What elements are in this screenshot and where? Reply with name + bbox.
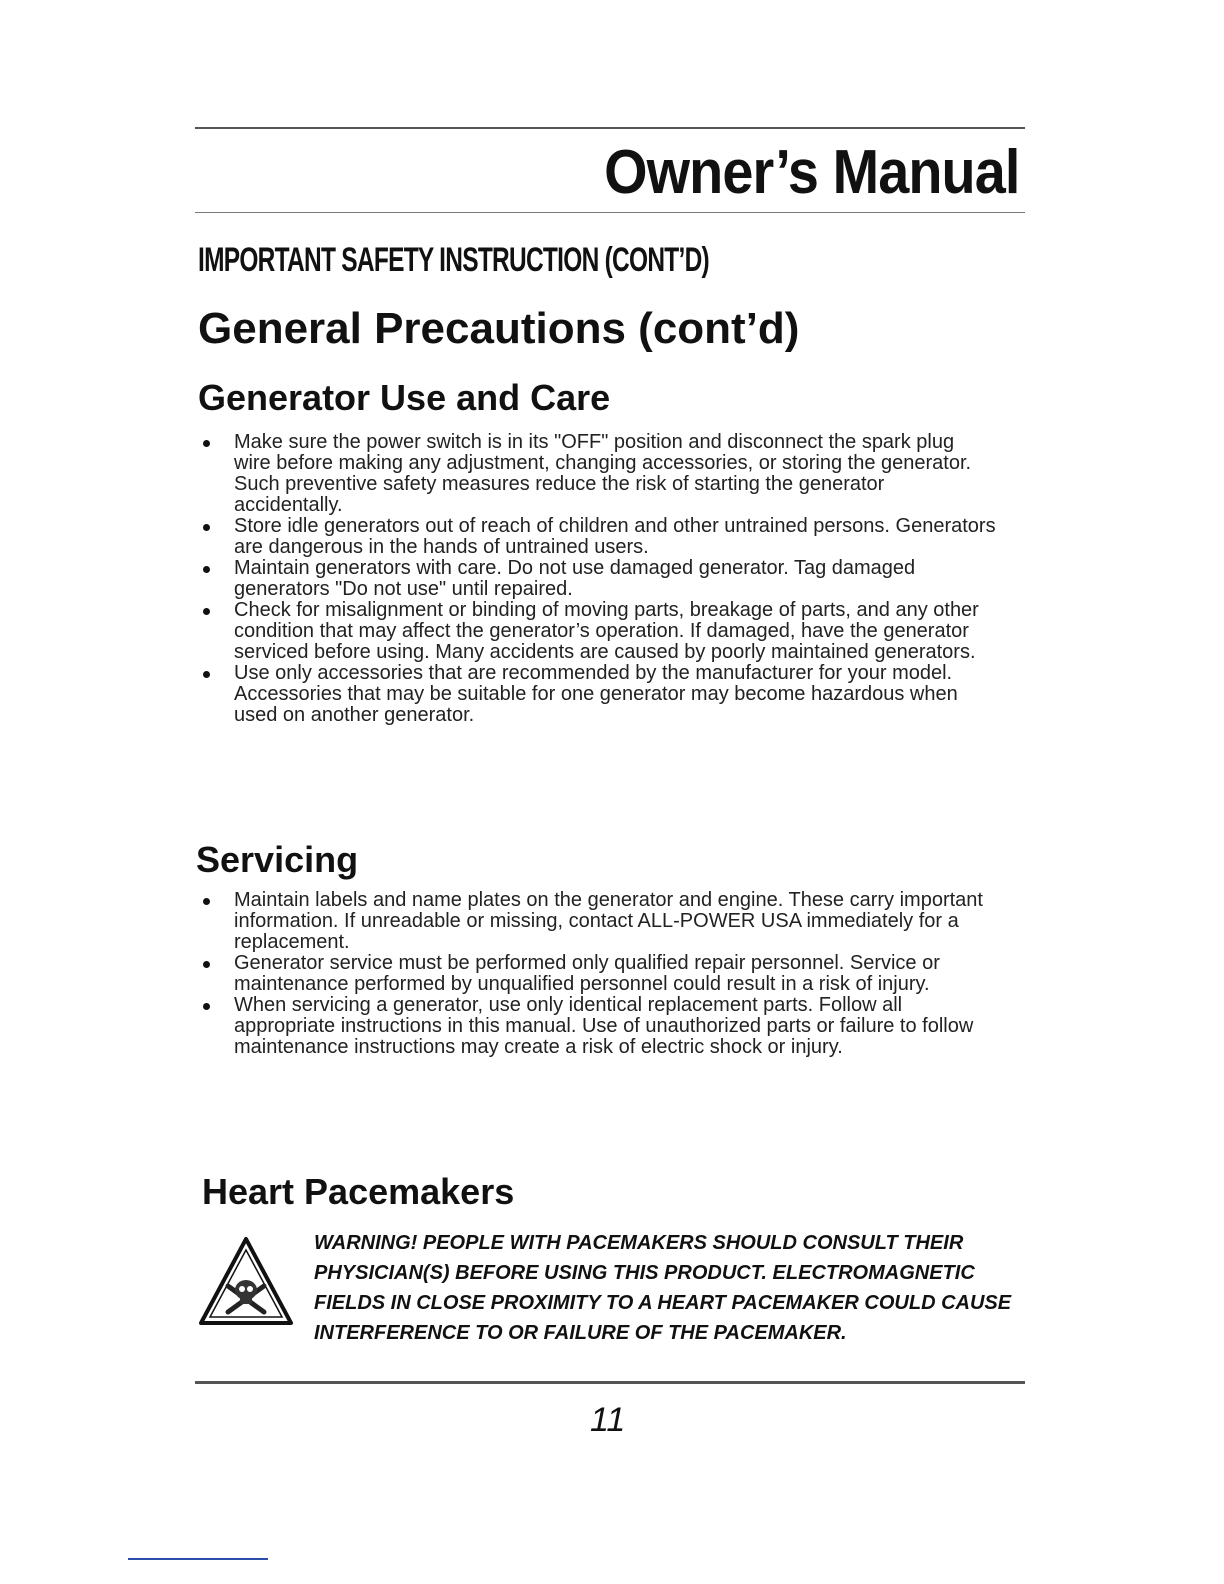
skull-warning-icon	[198, 1236, 294, 1326]
list-item: Make sure the power switch is in its "OFF" position and disconnect the spark plug wire before making any adjustment, changing accessories, or storing the generator. Such preventive safety measures reduce the risk of starting the generator accidentally.	[196, 432, 996, 516]
footer-rule	[195, 1381, 1025, 1384]
list-item: Maintain generators with care. Do not use damaged generator. Tag damaged generators "Do not use" until repaired.	[196, 558, 996, 600]
page-number: 11	[590, 1401, 626, 1439]
manual-title: Owner’s Manual	[603, 138, 1019, 207]
use-and-care-list	[196, 432, 996, 726]
footer-accent-line	[128, 1558, 268, 1560]
safety-instruction-heading: IMPORTANT SAFETY INSTRUCTION (CONT’D)	[198, 241, 709, 279]
header-top-rule	[195, 127, 1025, 129]
list-item: When servicing a generator, use only identical replacement parts. Follow all appropriate instructions in this manual. Use of unauthorized parts or failure to follow maintenance instructions may create a risk of electric shock or injury.	[196, 995, 996, 1058]
use-and-care-heading: Generator Use and Care	[198, 377, 611, 418]
servicing-heading: Servicing	[196, 839, 359, 880]
heart-pacemakers-heading: Heart Pacemakers	[202, 1171, 515, 1212]
list-item: Use only accessories that are recommended by the manufacturer for your model. Accessories that may be suitable for one generator may become hazardous when used on another generator.	[196, 663, 996, 726]
header-bottom-rule	[195, 212, 1025, 213]
pacemaker-warning-text: WARNING! PEOPLE WITH PACEMAKERS SHOULD CONSULT THEIR PHYSICIAN(S) BEFORE USING THIS PRODUCT. ELECTROMAGNETIC FIELDS IN CLOSE PROXIMITY TO A HEART PACEMAKER COULD CAUSE INTERFERENCE TO OR FAILURE OF THE PACEMAKER.	[314, 1232, 1012, 1344]
section-title: General Precautions (cont’d)	[198, 304, 800, 353]
list-item: Store idle generators out of reach of children and other untrained persons. Generators are dangerous in the hands of untrained users.	[196, 516, 996, 558]
list-item: Generator service must be performed only qualified repair personnel. Service or maintenance performed by unqualified personnel could result in a risk of injury.	[196, 953, 996, 995]
list-item: Maintain labels and name plates on the generator and engine. These carry important information. If unreadable or missing, contact ALL-POWER USA immediately for a replacement.	[196, 890, 996, 953]
servicing-list	[196, 890, 996, 1058]
list-item: Check for misalignment or binding of moving parts, breakage of parts, and any other condition that may affect the generator’s operation. If damaged, have the generator serviced before using. Many accidents are caused by poorly maintained generators.	[196, 600, 996, 663]
